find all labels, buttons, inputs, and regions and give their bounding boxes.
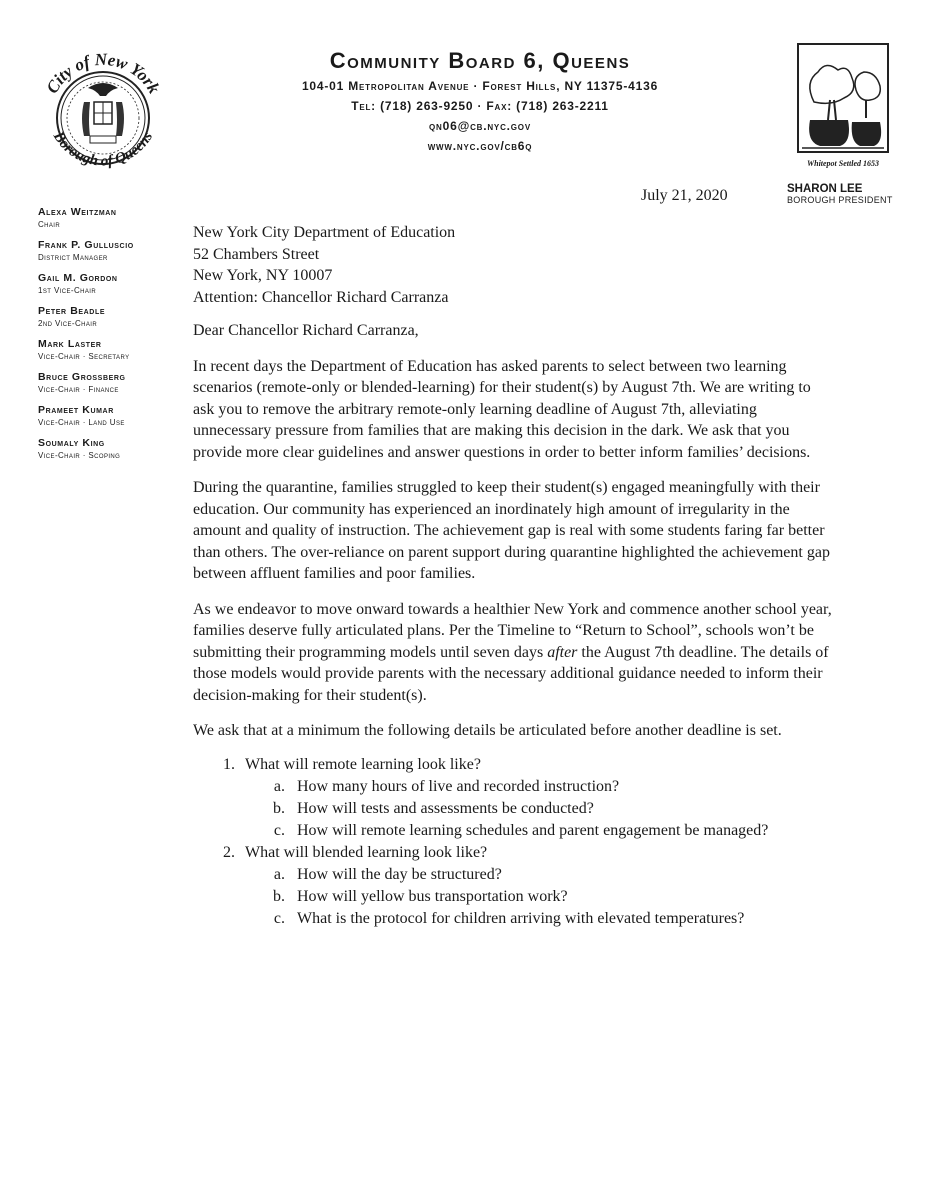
- borough-president-title: BOROUGH PRESIDENT: [787, 195, 893, 205]
- salutation: Dear Chancellor Richard Carranza,: [193, 322, 419, 339]
- member-name: Prameet Kumar: [38, 404, 114, 416]
- board-member: [38, 271, 178, 296]
- recipient-address: [193, 222, 833, 308]
- recipient-line: Attention: Chancellor Richard Carranza: [193, 288, 449, 306]
- member-name: Peter Beadle: [38, 305, 106, 317]
- paragraph-text: As we endeavor to move onward towards a healthier New York and commence another school year, families deserve fully articulated plans. Per the Timeline to “Return to School”, schools won’t be submitting their programming models until seven days: [193, 600, 832, 661]
- paragraph-text: the August 7th deadline. The details of those models would provide parents with the necessary additional guidance needed to inform their decision-making for their student(s).: [193, 643, 829, 704]
- logo-caption: Whitepot Settled 1653: [807, 159, 879, 168]
- emphasis-text: after: [547, 643, 578, 661]
- board-member: [38, 205, 178, 230]
- borough-president-name: SHARON LEE: [787, 183, 863, 195]
- member-role: District Manager: [38, 253, 108, 262]
- member-role: 2nd Vice-Chair: [38, 319, 98, 328]
- member-name: Alexa Weitzman: [38, 206, 117, 218]
- org-phone-fax: Tel: (718) 263-9250 · Fax: (718) 263-2211: [351, 99, 609, 113]
- paragraph: We ask that at a minimum the following details be articulated before another deadline is set.: [193, 722, 782, 739]
- borough-president-block: [787, 183, 893, 205]
- question-item: [239, 842, 833, 930]
- member-role: Chair: [38, 220, 61, 229]
- seal-text-bottom: Borough of Queens: [49, 129, 157, 170]
- recipient-line: New York City Department of Education: [193, 224, 456, 241]
- seal-text-top: City of New York: [42, 49, 164, 97]
- member-role: Vice-Chair · Scoping: [38, 451, 121, 460]
- letterhead: [200, 48, 760, 156]
- sub-question: c. What is the protocol for children arriving with elevated temperatures?: [289, 908, 833, 930]
- member-name: Bruce Grossberg: [38, 371, 126, 383]
- question-item: [239, 754, 833, 842]
- member-name: Mark Laster: [38, 338, 102, 350]
- letter-date: July 21, 2020: [641, 187, 728, 204]
- letter-body: [193, 222, 833, 930]
- svg-text:Borough of Queens: [49, 128, 156, 169]
- paragraph: [193, 599, 833, 707]
- org-website: www.nyc.gov/cb6q: [427, 139, 533, 153]
- recipient-line: 52 Chambers Street: [193, 245, 320, 263]
- member-role: Vice-Chair · Finance: [38, 385, 119, 394]
- board-member: [38, 370, 178, 395]
- org-name: Community Board 6, Queens: [329, 48, 631, 73]
- member-name: Frank P. Gulluscio: [38, 239, 134, 251]
- board-member: [38, 304, 178, 329]
- question-text: What will blended learning look like?: [245, 843, 488, 861]
- sub-question: a. How will the day be structured?: [289, 864, 833, 886]
- board-member: [38, 238, 178, 263]
- member-role: Vice-Chair · Land Use: [38, 418, 125, 427]
- sub-questions-list: [245, 776, 833, 842]
- whitepot-logo: [796, 42, 890, 182]
- sub-question: b. How will tests and assessments be conducted?: [289, 798, 833, 820]
- member-name: Gail M. Gordon: [38, 272, 118, 284]
- sub-question: c. How will remote learning schedules and parent engagement be managed?: [289, 820, 833, 842]
- board-member: [38, 337, 178, 362]
- sub-questions-list: [245, 864, 833, 930]
- sub-question: b. How will yellow bus transportation work?: [289, 886, 833, 908]
- org-email: qn06@cb.nyc.gov: [429, 119, 531, 133]
- board-member: [38, 403, 178, 428]
- recipient-line: New York, NY 10007: [193, 267, 333, 284]
- member-role: Vice-Chair · Secretary: [38, 352, 130, 361]
- member-role: 1st Vice-Chair: [38, 286, 97, 295]
- sub-question: a. How many hours of live and recorded instruction?: [289, 776, 833, 798]
- question-text: What will remote learning look like?: [245, 755, 481, 773]
- board-members-sidebar: [38, 205, 178, 469]
- city-seal-logo: [28, 40, 178, 190]
- paragraph: During the quarantine, families struggled to keep their student(s) engaged meaningfully with their education. Our community has experienced an inordinately high amount of irregularity in the amount and quality of instruction. The achievement gap is real with some students faring far better than others. The over-reliance on parent support during quarantine highlighted the achievement gap between affluent families and poor families.: [193, 479, 830, 582]
- questions-list: [193, 754, 833, 930]
- paragraph: In recent days the Department of Education has asked parents to select between two learning scenarios (remote-only or blended-learning) for their student(s) by August 7th. We are writing to ask you to remove the arbitrary remote-only learning deadline of August 7th, alleviating unnecessary pressure from families that are making this decision in the dark. We ask that you provide more clear guidelines and answer questions in order to better inform families’ decisions.: [193, 357, 811, 461]
- org-address: 104-01 Metropolitan Avenue · Forest Hills, NY 11375-4136: [301, 79, 659, 93]
- member-name: Soumaly King: [38, 437, 105, 449]
- board-member: [38, 436, 178, 461]
